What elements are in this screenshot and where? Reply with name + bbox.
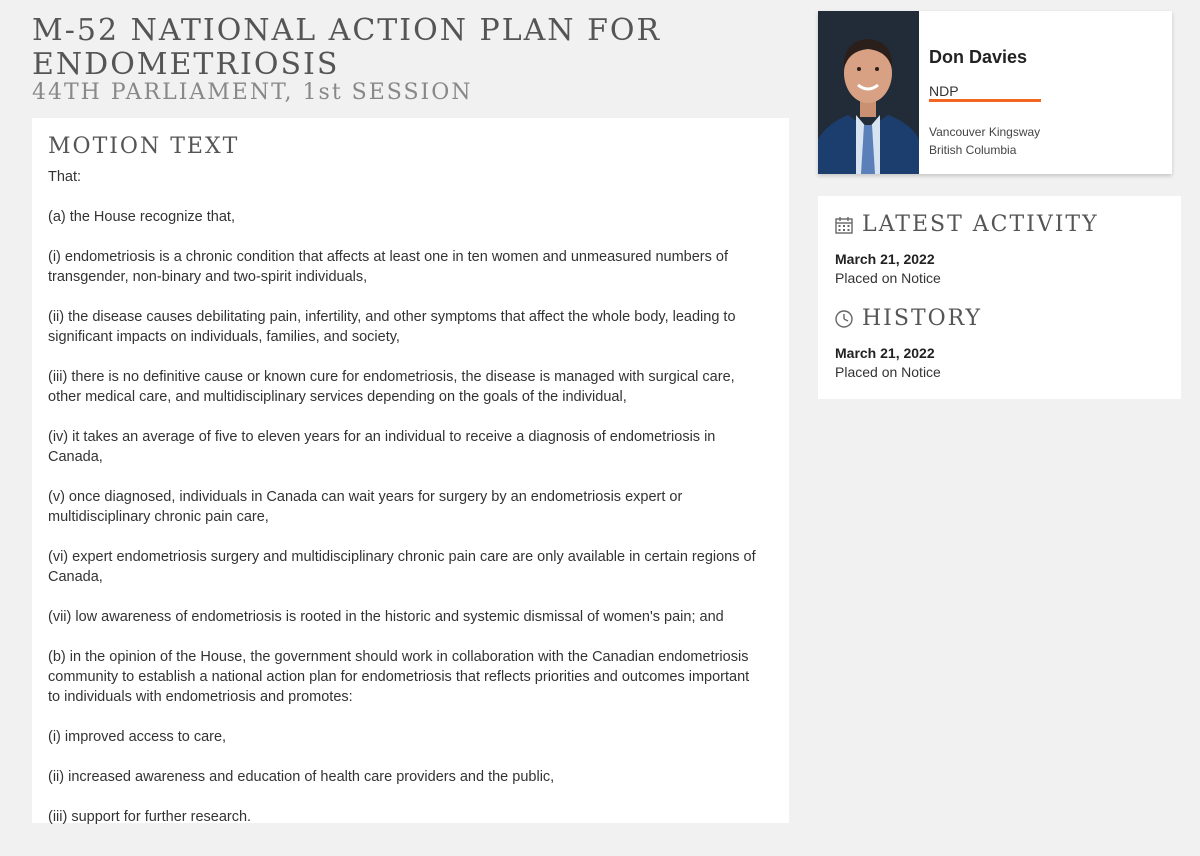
latest-activity-title: LATEST ACTIVITY — [862, 212, 1099, 237]
motion-text-heading: MOTION TEXT — [48, 134, 240, 159]
history-date: March 21, 2022 — [835, 345, 935, 361]
motion-paragraph: (i) improved access to care, — [48, 729, 227, 745]
party-color-bar — [929, 99, 1041, 102]
history-title: HISTORY — [862, 306, 983, 331]
activity-card — [818, 196, 1181, 399]
sponsor-card[interactable] — [818, 11, 1172, 174]
latest-activity-heading — [834, 212, 1099, 237]
page-title: M-52 NATIONAL ACTION PLAN FOR ENDOMETRIOSIS — [32, 13, 662, 82]
motion-paragraph: (ii) increased awareness and education of health care providers and the public, — [48, 769, 555, 785]
calendar-icon — [834, 215, 854, 235]
motion-paragraph: (b) in the opinion of the House, the government should work in collaboration with the Canadian endometriosis community to establish a national action plan for endometriosis that reflects priorities and outcomes important to individuals with endometriosis and promotes: — [48, 649, 750, 705]
history-status: Placed on Notice — [835, 364, 941, 380]
motion-paragraph: (a) the House recognize that, — [48, 209, 235, 225]
clock-icon — [834, 309, 854, 329]
latest-activity-date: March 21, 2022 — [835, 251, 935, 267]
latest-activity-status: Placed on Notice — [835, 270, 941, 286]
sponsor-photo[interactable] — [818, 11, 919, 174]
motion-paragraph: That: — [48, 169, 82, 185]
motion-paragraph: (vi) expert endometriosis surgery and multidisciplinary chronic pain care are only available in certain regions of Canada, — [48, 549, 756, 585]
motion-paragraph: (vii) low awareness of endometriosis is rooted in the historic and systemic dismissal of women's pain; and — [48, 609, 724, 625]
sponsor-party: NDP — [929, 83, 959, 99]
sponsor-province: British Columbia — [929, 143, 1017, 157]
page-subtitle: 44TH PARLIAMENT, 1st SESSION — [32, 80, 473, 105]
mp-portrait-icon — [818, 11, 919, 174]
motion-paragraph: (iii) support for further research. — [48, 809, 252, 825]
sponsor-name[interactable]: Don Davies — [929, 47, 1028, 67]
motion-paragraph: (ii) the disease causes debilitating pain, infertility, and other symptoms that affect the whole body, leading to significant impacts on individuals, families, and society, — [48, 309, 736, 345]
history-heading — [834, 306, 982, 331]
motion-paragraph: (iii) there is no definitive cause or known cure for endometriosis, the disease is managed with surgical care, other medical care, and multidisciplinary services depending on the goals of the individual, — [48, 369, 735, 405]
motion-paragraph: (v) once diagnosed, individuals in Canada can wait years for surgery by an endometriosis expert or multidisciplinary chronic pain care, — [48, 489, 683, 525]
sponsor-riding: Vancouver Kingsway — [929, 125, 1041, 139]
motion-text-card — [32, 118, 789, 823]
motion-paragraph: (iv) it takes an average of five to eleven years for an individual to receive a diagnosis of endometriosis in Canada, — [48, 429, 716, 465]
motion-paragraph: (i) endometriosis is a chronic condition that affects at least one in ten women and unmeasured numbers of transgender, non-binary and two-spirit individuals, — [48, 249, 728, 285]
